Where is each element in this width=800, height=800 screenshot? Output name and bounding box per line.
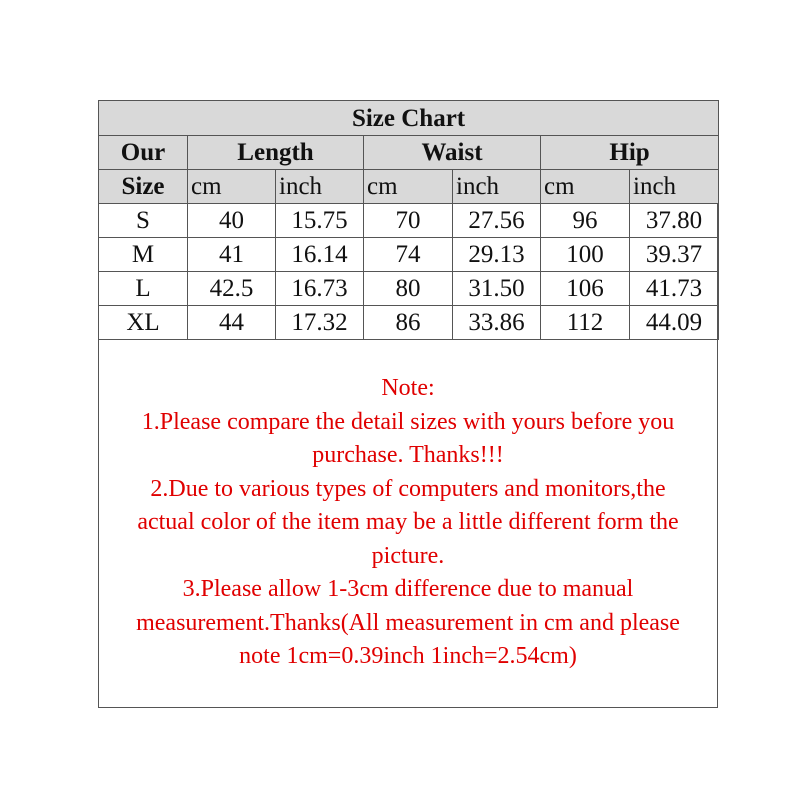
note-line: 2.Due to various types of computers and monitors,the xyxy=(150,475,666,502)
value-cell: 17.32 xyxy=(276,306,364,340)
unit-header: inch xyxy=(276,170,364,204)
size-cell: S xyxy=(99,204,188,238)
size-table xyxy=(98,100,719,340)
value-cell: 33.86 xyxy=(453,306,541,340)
value-cell: 80 xyxy=(364,272,453,306)
value-cell: 37.80 xyxy=(630,204,719,238)
size-cell: XL xyxy=(99,306,188,340)
note-line: 1.Please compare the detail sizes with yours before you xyxy=(141,408,675,435)
value-cell: 44 xyxy=(188,306,276,340)
value-cell: 27.56 xyxy=(453,204,541,238)
size-cell: M xyxy=(99,238,188,272)
value-cell: 44.09 xyxy=(630,306,719,340)
note-line: 3.Please allow 1-3cm difference due to manual xyxy=(182,576,634,602)
value-cell: 70 xyxy=(364,204,453,238)
value-cell: 40 xyxy=(188,204,276,238)
unit-header: inch xyxy=(630,170,719,204)
value-cell: 16.73 xyxy=(276,272,364,306)
value-cell: 16.14 xyxy=(276,238,364,272)
size-header-size: Size xyxy=(99,170,188,204)
value-cell: 96 xyxy=(541,204,630,238)
unit-header-row xyxy=(99,170,719,204)
value-cell: 29.13 xyxy=(453,238,541,272)
group-header-row xyxy=(99,136,719,170)
note-line: purchase. Thanks!!! xyxy=(312,442,504,468)
group-header-hip: Hip xyxy=(541,136,719,170)
notes-section xyxy=(99,372,717,674)
value-cell: 39.37 xyxy=(630,238,719,272)
table-row xyxy=(99,272,719,306)
table-row xyxy=(99,238,719,272)
group-header-length: Length xyxy=(188,136,364,170)
note-line: actual color of the item may be a little different form the xyxy=(137,509,679,535)
value-cell: 74 xyxy=(364,238,453,272)
unit-header: cm xyxy=(188,170,276,204)
title-row xyxy=(99,101,719,136)
unit-header: inch xyxy=(453,170,541,204)
note-heading: Note: xyxy=(381,375,435,401)
unit-header: cm xyxy=(364,170,453,204)
value-cell: 86 xyxy=(364,306,453,340)
size-cell: L xyxy=(99,272,188,306)
table-row xyxy=(99,204,719,238)
group-header-waist: Waist xyxy=(364,136,541,170)
size-chart xyxy=(98,100,718,708)
value-cell: 112 xyxy=(541,306,630,340)
note-line: measurement.Thanks(All measurement in cm and please xyxy=(136,609,680,636)
value-cell: 15.75 xyxy=(276,204,364,238)
size-header-our: Our xyxy=(99,136,188,170)
table-title: Size Chart xyxy=(99,101,719,136)
table-row xyxy=(99,306,719,340)
value-cell: 106 xyxy=(541,272,630,306)
note-line: picture. xyxy=(371,542,445,569)
value-cell: 100 xyxy=(541,238,630,272)
value-cell: 41 xyxy=(188,238,276,272)
value-cell: 31.50 xyxy=(453,272,541,306)
unit-header: cm xyxy=(541,170,630,204)
value-cell: 41.73 xyxy=(630,272,719,306)
note-line: note 1cm=0.39inch 1inch=2.54cm) xyxy=(239,643,577,669)
value-cell: 42.5 xyxy=(188,272,276,306)
